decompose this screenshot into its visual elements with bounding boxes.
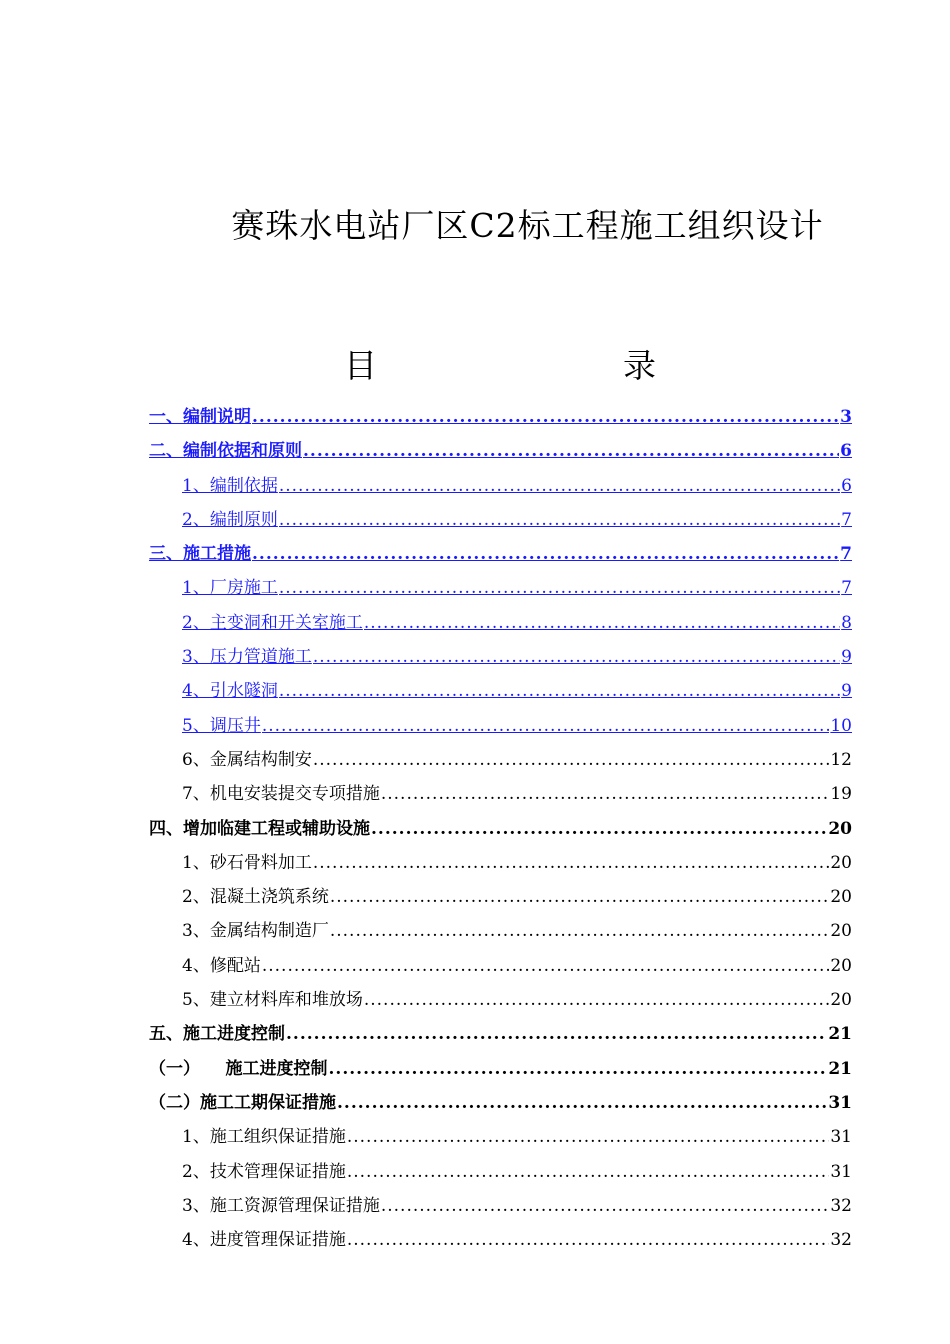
toc-page-number: 7 [841,509,852,530]
toc-entry-label: 6、金属结构制安 [182,749,312,770]
toc-page-number: 8 [841,612,852,633]
toc-dot-leader [279,571,840,605]
toc-entry [149,880,852,914]
toc-dot-leader [252,537,839,571]
toc-entry-label: 1、编制依据 [182,475,278,496]
toc-entry [149,949,852,983]
toc-entry [149,812,852,846]
toc-entry[interactable] [149,434,852,468]
toc-page-number: 7 [840,544,852,565]
toc-entry[interactable] [149,571,852,605]
toc-page-number: 21 [828,1058,852,1079]
toc-dot-leader [313,743,830,777]
toc-entry-label: 四、增加临建工程或辅助设施 [149,818,370,839]
toc-page-number: 31 [828,1092,852,1113]
toc-page-number: 3 [840,407,852,427]
toc-entry [149,846,852,880]
toc-entry [149,1017,852,1051]
toc-page-number: 32 [830,1195,852,1216]
toc-entry[interactable] [149,709,852,743]
toc-dot-leader [252,400,839,434]
toc-entry-label: 2、编制原则 [182,509,278,530]
toc-entry[interactable] [149,400,852,434]
toc-page-number: 20 [830,955,852,976]
toc-dot-leader [330,914,830,948]
toc-entry [149,1189,852,1223]
toc-entry-label: （一） 施工进度控制 [149,1058,328,1079]
toc-entry-label: 4、进度管理保证措施 [182,1230,346,1251]
toc-dot-leader [381,1189,830,1223]
toc-entry [149,1052,852,1086]
toc-heading: 目 录 [344,346,716,385]
toc-page-number: 19 [830,784,852,805]
toc-entry [149,1120,852,1154]
toc-page-number: 21 [828,1024,852,1045]
toc-page-number: 31 [830,1127,852,1148]
toc-entry [149,1086,852,1120]
toc-entry [149,914,852,948]
toc-entry-label: 7、机电安装提交专项措施 [182,784,380,805]
toc-dot-leader [279,503,840,537]
toc-page-number: 6 [841,475,852,496]
toc-dot-leader [347,1223,830,1257]
toc-dot-leader [347,1155,830,1189]
toc-page-number: 20 [830,887,852,908]
toc-dot-leader [371,812,827,846]
toc-entry-label: 3、施工资源管理保证措施 [182,1195,380,1216]
toc-entry[interactable] [149,640,852,674]
toc-entry-label: 5、调压井 [182,715,261,736]
toc-entry-label: （二）施工工期保证措施 [149,1092,336,1113]
toc-page-number: 10 [830,715,852,736]
toc-entry [149,777,852,811]
toc-dot-leader [330,880,830,914]
toc-dot-leader [262,709,830,743]
toc-entry [149,983,852,1017]
toc-page-number: 9 [841,647,852,668]
toc-dot-leader [347,1120,830,1154]
toc-entry-label: 2、技术管理保证措施 [182,1161,346,1182]
toc-page-number: 20 [830,852,852,873]
toc-entry-label: 3、压力管道施工 [182,647,312,668]
toc-entry[interactable] [149,674,852,708]
toc-entry[interactable] [149,503,852,537]
toc-entry[interactable] [149,606,852,640]
toc-dot-leader [313,846,830,880]
toc-dot-leader [279,469,840,503]
toc-entry-label: 2、混凝土浇筑系统 [182,887,329,908]
toc-dot-leader [337,1086,827,1120]
toc-entry[interactable] [149,469,852,503]
toc-entry-label: 二、编制依据和原则 [149,441,302,462]
toc-entry-label: 五、施工进度控制 [149,1024,285,1045]
toc-entry-label: 4、修配站 [182,955,261,976]
toc-page-number: 20 [828,818,852,839]
table-of-contents [149,400,852,1257]
toc-page-number: 6 [840,441,852,462]
toc-page-number: 7 [841,578,852,599]
toc-dot-leader [303,434,839,468]
toc-dot-leader [329,1052,828,1086]
toc-dot-leader [262,949,830,983]
toc-entry-label: 5、建立材料库和堆放场 [182,990,363,1011]
toc-entry-label: 2、主变洞和开关室施工 [182,612,363,633]
toc-dot-leader [381,777,830,811]
toc-dot-leader [279,674,840,708]
toc-page-number: 9 [841,681,852,702]
document-title: 赛珠水电站厂区C2标工程施工组织设计 [231,206,824,245]
toc-page-number: 12 [830,749,852,770]
toc-entry [149,1155,852,1189]
toc-entry [149,743,852,777]
toc-entry-label: 1、砂石骨料加工 [182,852,312,873]
toc-entry-label: 一、编制说明 [149,407,251,427]
toc-page-number: 20 [830,921,852,942]
toc-entry-label: 1、厂房施工 [182,578,278,599]
toc-entry-label: 三、施工措施 [149,544,251,565]
toc-page-number: 31 [830,1161,852,1182]
toc-entry-label: 3、金属结构制造厂 [182,921,329,942]
toc-entry [149,1223,852,1257]
toc-entry[interactable] [149,537,852,571]
toc-dot-leader [313,640,840,674]
toc-entry-label: 1、施工组织保证措施 [182,1127,346,1148]
toc-dot-leader [364,606,840,640]
toc-page-number: 32 [830,1230,852,1251]
toc-dot-leader [364,983,830,1017]
toc-page-number: 20 [830,990,852,1011]
toc-dot-leader [286,1017,827,1051]
toc-entry-label: 4、引水隧洞 [182,681,278,702]
